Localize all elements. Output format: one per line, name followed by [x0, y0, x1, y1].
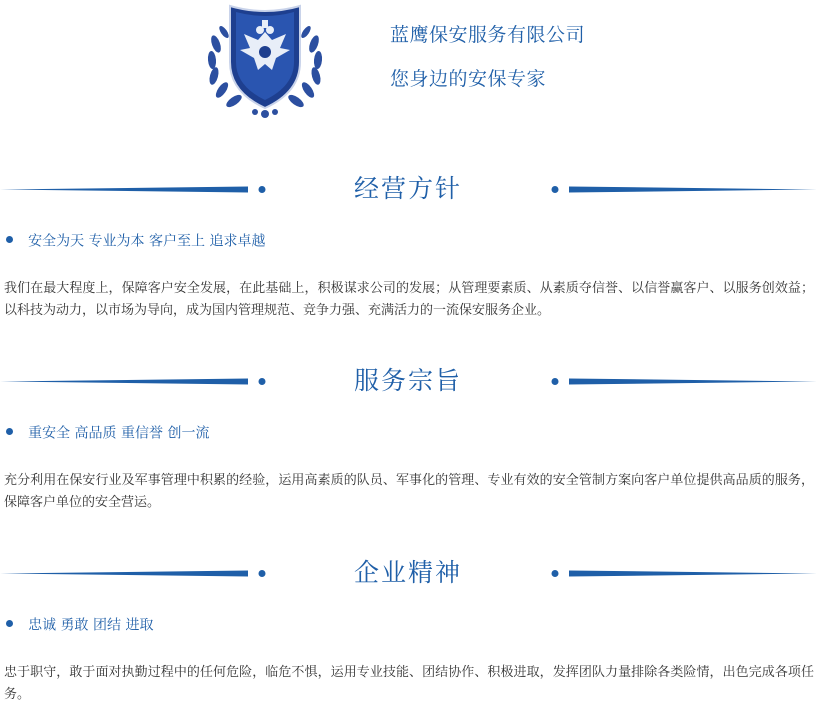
section-title-row: [0, 554, 816, 592]
company-slogan: 您身边的安保专家: [390, 68, 547, 90]
section-motto: 忠诚 勇敢 团结 进取: [28, 617, 154, 634]
section-title: 经营方针: [353, 174, 462, 203]
title-divider-right: [548, 570, 816, 577]
section-motto: 重安全 高品质 重信誉 创一流: [28, 425, 210, 442]
bullet-dot-icon: [6, 428, 13, 435]
eagle-shield-logo: [200, 0, 330, 122]
bullet-dot-icon: [6, 236, 13, 243]
title-divider-right: [548, 378, 816, 385]
section-enterprise-spirit: [0, 554, 816, 702]
section-business-policy: [0, 170, 816, 318]
company-name: 蓝鹰保安服务有限公司: [390, 24, 586, 46]
section-description: 充分利用在保安行业及军事管理中积累的经验，运用高素质的队员、军事化的管理、专业有效的安全管制方案向客户单位提供高品质的服务，保障客户单位的安全营运。: [4, 473, 814, 510]
section-title-row: [0, 362, 816, 400]
section-description: 我们在最大程度上，保障客户安全发展，在此基础上，积极谋求公司的发展；从管理要素质、从素质夺信誉、以信誉赢客户、以服务创效益；以科技为动力，以市场为导向，成为国内管理规范、竞争力强、充满活力的一流保安服务企业。: [4, 281, 814, 318]
page-header: [0, 0, 816, 130]
motto-row: [6, 422, 209, 442]
section-title: 企业精神: [353, 558, 462, 587]
motto-row: [6, 230, 265, 250]
section-title-row: [0, 170, 816, 208]
section-motto: 安全为天 专业为本 客户至上 追求卓越: [28, 233, 266, 250]
section-description: 忠于职守，敢于面对执勤过程中的任何危险，临危不惧，运用专业技能、团结协作、积极进取，发挥团队力量排除各类险情，出色完成各项任务。: [4, 665, 814, 702]
section-title: 服务宗旨: [353, 366, 462, 395]
title-divider-right: [548, 186, 816, 193]
section-service-purpose: [0, 362, 816, 510]
bullet-dot-icon: [6, 620, 13, 627]
motto-row: [6, 614, 153, 634]
